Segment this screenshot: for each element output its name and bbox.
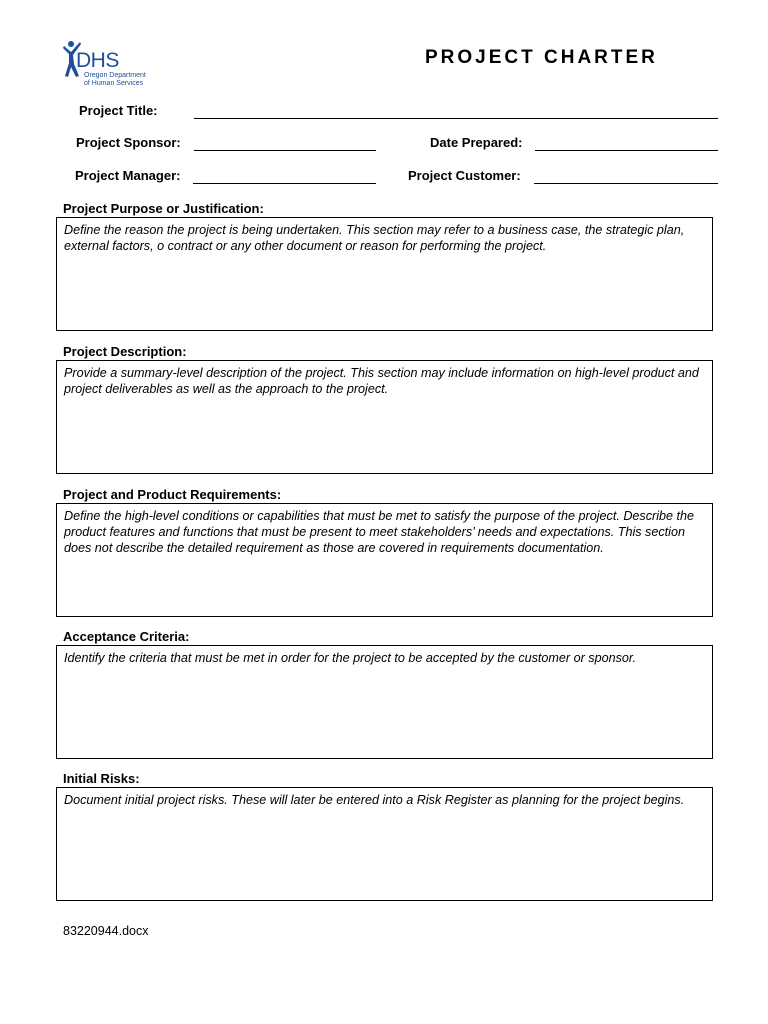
initial-risks-text: Document initial project risks. These will later be entered into a Risk Register as planning for the project begins. xyxy=(64,793,685,807)
logo-org-line2: of Human Services xyxy=(84,80,144,87)
logo-org-line1: Oregon Department xyxy=(84,72,146,79)
requirements-text: Define the high-level conditions or capabilities that must be met to satisfy the purpose of the project. Describe the product features and functions that must be present to meet stakeholders’ needs and expectations. This section does not describe the detailed requirement as those are covered in requirements documentation. xyxy=(64,509,695,555)
initial-risks-textbox[interactable] xyxy=(56,787,713,901)
project-manager-label: Project Manager: xyxy=(75,168,181,183)
description-label: Project Description: xyxy=(63,344,187,359)
requirements-label: Project and Product Requirements: xyxy=(63,487,282,502)
acceptance-criteria-textbox[interactable] xyxy=(56,645,713,759)
purpose-text: Define the reason the project is being undertaken. This section may refer to a business case, the strategic plan, external factors, o contract or any other document or reason for performing the project. xyxy=(64,223,685,253)
project-title-label: Project Title: xyxy=(79,103,158,118)
date-prepared-label: Date Prepared: xyxy=(430,135,523,150)
project-sponsor-label: Project Sponsor: xyxy=(76,135,181,150)
project-sponsor-field[interactable] xyxy=(194,150,376,151)
acceptance-criteria-label: Acceptance Criteria: xyxy=(63,629,190,644)
requirements-textbox[interactable] xyxy=(56,503,713,617)
logo-org-name xyxy=(84,72,164,88)
date-prepared-field[interactable] xyxy=(535,150,718,151)
purpose-textbox[interactable] xyxy=(56,217,713,331)
footer-filename: 83220944.docx xyxy=(63,924,149,938)
description-text: Provide a summary-level description of the project. This section may include information on high-level product and project deliverables as well as the approach to the project. xyxy=(64,366,699,396)
project-customer-label: Project Customer: xyxy=(408,168,521,183)
initial-risks-label: Initial Risks: xyxy=(63,771,140,786)
project-manager-field[interactable] xyxy=(193,183,376,184)
project-title-field[interactable] xyxy=(194,118,718,119)
dhs-logo xyxy=(62,40,162,92)
logo-abbrev: DHS xyxy=(76,49,119,72)
acceptance-criteria-text: Identify the criteria that must be met in order for the project to be accepted by the customer or sponsor. xyxy=(64,651,637,665)
description-textbox[interactable] xyxy=(56,360,713,474)
document-title: PROJECT CHARTER xyxy=(425,47,658,68)
project-customer-field[interactable] xyxy=(534,183,718,184)
purpose-label: Project Purpose or Justification: xyxy=(63,201,264,216)
